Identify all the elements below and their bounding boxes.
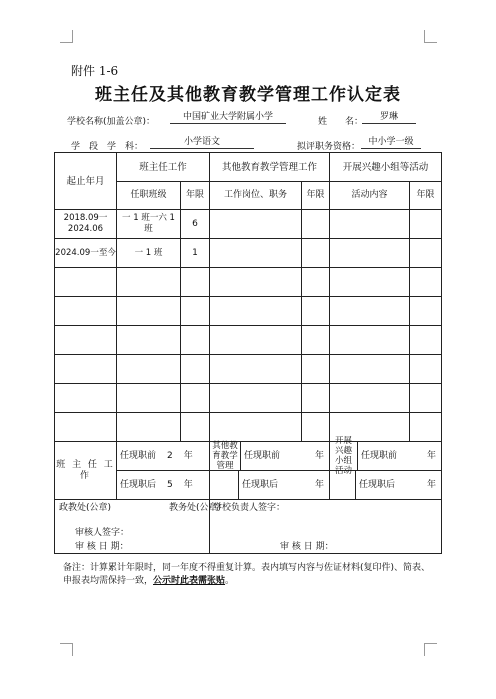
- after-value: 5: [167, 479, 173, 490]
- years-subheader-2: 年限: [302, 182, 330, 210]
- other-work-group-header: 其他教育教学管理工作: [210, 153, 330, 182]
- period-header: 起止年月: [55, 153, 117, 210]
- interest-after-label: 任现职后: [359, 479, 396, 490]
- year-unit: 年: [427, 450, 437, 461]
- position-subheader: 工作岗位、职务: [210, 182, 302, 210]
- name-label: 姓 名：: [318, 117, 364, 127]
- title-value: 中小学一级: [361, 137, 421, 149]
- year-unit: 年: [315, 479, 325, 490]
- before-label: 任现职前: [120, 450, 157, 461]
- crop-mark-bottom-right: [424, 643, 437, 656]
- footnote: [63, 562, 435, 588]
- school-signoff-cell: [210, 500, 442, 554]
- footnote-text: 备注：计算累计年限时，同一年度不得重复计算。表内填写内容与佐证材料(复印件)、简表、申报表均需保持一致，: [63, 563, 431, 586]
- after-label: 任现职后: [120, 479, 157, 490]
- year-unit: 年: [183, 479, 193, 490]
- period-cell: 2018.09一2024.06: [55, 210, 117, 239]
- year-unit: 年: [183, 450, 193, 461]
- school-label: 学校名称(加盖公章)：: [67, 117, 156, 127]
- interest-after-cell: [330, 471, 442, 500]
- head-review-date-label: 审 核 日 期：: [280, 542, 334, 552]
- other-after-label: 任现职后: [242, 479, 279, 490]
- other-before-cell: [210, 442, 330, 471]
- table-row: [55, 326, 442, 355]
- section-value: 小学语文: [150, 137, 254, 149]
- table-row: [55, 268, 442, 297]
- interest-group-header: 开展兴趣小组等活动: [330, 153, 442, 182]
- reviewer-signature-label: 审核人签字：: [75, 528, 130, 538]
- section-label: 学 段 学 科：: [71, 142, 144, 152]
- name-value: 罗琳: [362, 112, 416, 124]
- other-before-label: 任现职前: [244, 450, 281, 461]
- headteacher-before-cell: [117, 442, 210, 471]
- review-date-label: 审 核 日 期：: [75, 542, 129, 552]
- class-cell: 一 1 班一六 1 班: [117, 210, 181, 239]
- headteacher-after-cell: [117, 471, 210, 500]
- table-row: [55, 355, 442, 384]
- headteacher-group-header: 班主任工作: [117, 153, 210, 182]
- class-subheader: 任职班级: [117, 182, 181, 210]
- year-unit: 年: [427, 479, 437, 490]
- interest-summary-label: 开展兴趣小组活动: [330, 442, 358, 470]
- year-unit: 年: [315, 450, 325, 461]
- crop-mark-bottom-left: [60, 643, 73, 656]
- years-subheader-3: 年限: [410, 182, 442, 210]
- academic-office-seal-label: 教务处(公章): [169, 503, 222, 513]
- attachment-label: 附件 1-6: [71, 64, 119, 78]
- other-summary-label: 其他教育教学管理: [210, 442, 241, 470]
- years-subheader: 年限: [181, 182, 210, 210]
- table-row: [55, 413, 442, 442]
- document-title: 班主任及其他教育教学管理工作认定表: [95, 85, 401, 105]
- table-row: [55, 239, 442, 268]
- footnote-emphasis: 公示时此表需张贴: [153, 576, 226, 586]
- footnote-end: 。: [225, 576, 235, 586]
- table-row: [55, 297, 442, 326]
- title-label: 拟评职务资格：: [297, 142, 361, 152]
- table-row: [55, 210, 442, 239]
- class-cell: 一 1 班: [117, 239, 181, 268]
- certification-table: [54, 152, 442, 554]
- years-cell: 1: [181, 239, 210, 268]
- school-head-signature-label: 学校负责人签字：: [213, 503, 286, 513]
- headteacher-summary-label: 班 主 任 工 作: [55, 442, 117, 500]
- table-row: [55, 384, 442, 413]
- school-value: 中国矿业大学附属小学: [170, 112, 286, 124]
- interest-before-label: 任现职前: [361, 450, 398, 461]
- interest-before-cell: [330, 436, 442, 476]
- before-value: 2: [167, 450, 173, 461]
- political-office-seal-label: 政教处(公章): [59, 503, 112, 513]
- activity-subheader: 活动内容: [330, 182, 410, 210]
- years-cell: 6: [181, 210, 210, 239]
- crop-mark-top-left: [60, 30, 73, 43]
- crop-mark-top-right: [424, 30, 437, 43]
- department-signoff-cell: [55, 500, 222, 554]
- period-cell: 2024.09一至今: [55, 239, 117, 268]
- other-after-cell: [210, 471, 330, 500]
